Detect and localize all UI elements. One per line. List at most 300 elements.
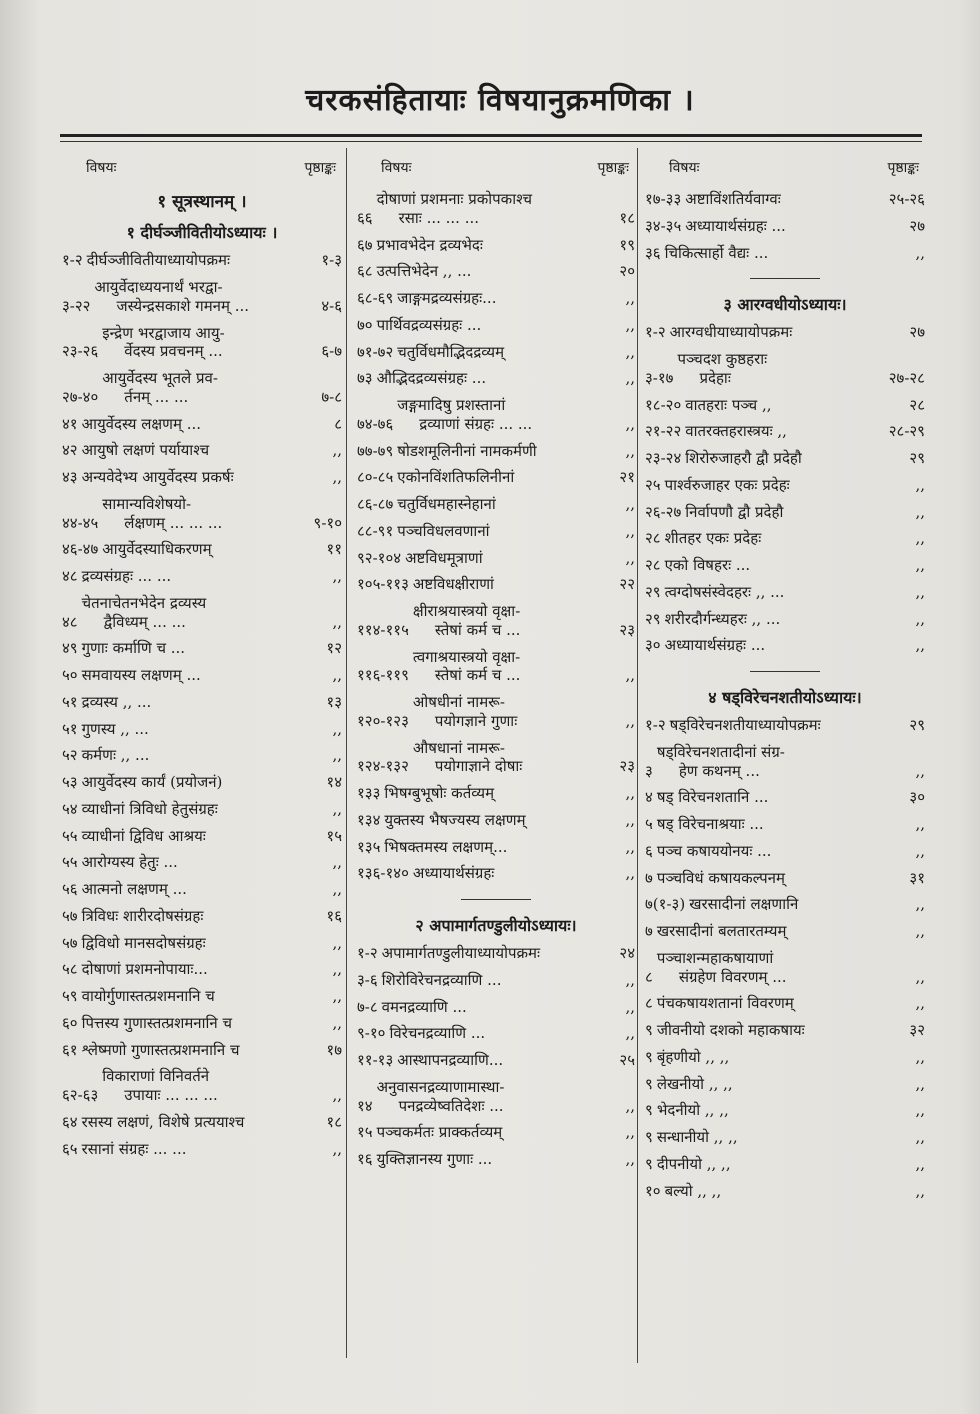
entry-text [657,922,883,941]
entry-text [685,449,883,468]
index-entry [357,365,635,392]
entry-number: १२४-१३२ [357,757,409,776]
index-entry [357,186,635,232]
entry-page: २५ [619,1051,635,1069]
entry-number: ५१ [62,719,78,738]
index-entry [357,1146,635,1173]
entry-title: प्रभावभेदेन द्रव्यभेदः [376,235,483,254]
entry-continuation: जस्येन्द्रसकाशे गमनम् ... [116,296,250,315]
index-entry [62,635,342,662]
entry-continuation: र्वेदस्य प्रवचनम् ... [124,342,223,361]
entry-page: २४ [619,944,635,962]
entry-number: ५५ [62,826,78,845]
entry-text [685,190,883,209]
entry-page: ,, [915,556,925,574]
entry-page: ,, [332,468,342,486]
entry-number: २९ [645,609,661,628]
entry-title: सामान्यविशेषयो- [102,494,192,513]
entry-number: ३६ [645,243,661,262]
entry-page: ,, [915,502,925,521]
entry-page: २७-२८ [888,368,925,387]
entry-title: दोषाणां प्रशमनोपायाः... [81,960,208,979]
entry-page: ,, [625,342,635,361]
entry-text [665,610,883,629]
entry-text [377,1078,593,1116]
entry-text [670,323,883,342]
entry-title: आयुर्वेदस्य भूतले प्रव- [102,369,218,387]
entry-page: ,, [625,289,635,307]
entry-title: बल्यो ,, ,, [664,1181,722,1200]
entry-page: २९ [909,449,925,467]
entry-page: ,, [915,1128,925,1146]
entry-text [82,693,300,712]
entry-page: ,, [915,582,925,601]
entry-page: ,, [915,841,925,860]
index-entry [357,258,635,285]
entry-text [377,236,593,255]
entry-text [397,289,593,308]
entry-title: कर्मणः ,, ... [81,746,150,765]
entry-number: ६० [62,1013,78,1032]
entry-text [397,495,593,514]
entry-number: ३ [645,761,653,780]
entry-number: ११-१३ [357,1051,394,1069]
entry-text [657,1101,883,1120]
entry-page: ,, [915,994,925,1013]
entry-number: ८६-८७ [357,495,394,513]
index-entry [357,1119,635,1146]
entry-number: ८ [645,967,653,986]
entry-number: ७४-७६ [357,414,394,433]
entry-title: शीतहर एकः प्रदेहः [664,529,762,548]
entry-text [82,594,300,632]
entry-title: अष्टविधमूत्राणां [405,548,483,567]
entry-text [657,949,883,987]
entry-text [377,1150,593,1169]
entry-page: २२ [619,575,635,594]
entry-number: २६-२७ [645,502,682,521]
entry-text [657,842,883,861]
entry-text [413,864,593,883]
entry-text [82,567,300,586]
entry-page: ३२ [909,1021,925,1039]
entry-number: ४ [645,788,653,807]
entry-text [389,1024,593,1043]
index-entry [357,1020,635,1047]
entry-number: १५ [357,1123,373,1142]
index-entry [357,571,635,598]
index-entry [645,811,925,838]
entry-title: दोषाणां प्रशमनाः प्रकोपकाश्च [376,190,532,208]
entry-page: ,, [625,441,635,460]
entry-title: रसानां संग्रहः ... ... [81,1139,187,1158]
entry-page: २७ [909,323,925,342]
index-entry [645,418,925,445]
entry-page: ,, [915,922,925,940]
index-entry [62,365,342,411]
subject-header: विषयः [86,160,117,176]
entry-number: ३-६ [357,970,378,989]
entry-text [82,415,300,434]
title-rule-thin [60,141,922,142]
entry-title: अपामार्गतण्डुलीयाध्यायोपक्रमः [381,944,541,962]
entry-title: पित्तस्य गुणास्तत्प्रशमनानि च [81,1013,233,1032]
entry-number: ५१ [62,692,78,711]
entry-title: श्लेष्मणो गुणास्तत्प्रशमनानि च [81,1040,240,1059]
entry-text [82,1041,300,1060]
index-entry [645,579,925,606]
entry-text [665,636,883,655]
entry-continuation: र्तनम् ... ... [124,387,189,406]
entry-number: ४१ [62,414,78,433]
entry-number: ३० [645,636,661,655]
index-entry [62,247,342,274]
entry-page: ११ [326,540,342,559]
index-entry [357,834,635,861]
entry-text [657,994,883,1013]
entry-text [657,1048,883,1067]
entry-page: ,, [332,612,342,631]
entry-number: ५८ [62,960,78,979]
entry-number: ७(१-३) [645,895,686,914]
entry-number: ८०-८५ [357,468,394,487]
entry-title: विरेचनद्रव्याणि ... [389,1024,486,1043]
entry-page: ,, [332,567,342,585]
entry-number: ९ [645,1101,653,1120]
entry-title: आयुर्वेदस्य लक्षणम् ... [81,414,202,433]
entry-number: १०५-११३ [357,575,409,594]
index-entry [62,536,342,563]
entry-title: शरीरदौर्गन्ध्यहरः ,, ... [664,609,781,628]
entry-page: १८ [326,1112,342,1131]
entry-text [82,960,300,979]
index-entry [62,716,342,743]
entry-text [82,907,300,926]
index-entry [645,346,925,392]
entry-list [645,186,925,266]
entry-text [377,190,593,228]
entry-title: पञ्चविधं कषायकल्पनम् [656,868,785,887]
entry-text [685,422,883,441]
column-divider-1 [346,148,347,1358]
index-entry [357,860,635,887]
index-entry [357,438,635,465]
entry-continuation: द्वैविध्यम् ... ... [103,612,186,631]
entry-page: २९ [909,716,925,734]
entry-text [665,244,883,263]
index-entry [62,320,342,366]
entry-number: ७-८ [357,997,378,1016]
chapter-heading: १ दीर्घञ्जीवितीयोऽध्यायः । [126,223,278,243]
entry-number: २३-२४ [645,449,682,467]
entry-text [87,251,300,270]
entry-page: ७-८ [321,387,342,406]
index-entry [357,312,635,339]
index-entry [645,499,925,526]
entry-list [62,247,342,1162]
entry-page: १७ [326,1040,342,1059]
entry-title: अष्टाविंशतिर्यवाग्वः [685,190,781,208]
entry-continuation: हेण कथनम् ... [678,761,760,780]
entry-page: ३० [909,788,925,807]
entry-number: ११४-११५ [357,620,409,639]
entry-title: आयुषो लक्षणं पर्यायाश्च [81,441,210,460]
entry-title: वातरक्तहरास्त्रयः ,, [685,422,787,441]
entry-page: ,, [915,967,925,986]
entry-page: १८ [619,208,635,227]
entry-number: १० [645,1181,661,1200]
entry-title: अष्टविधक्षीराणां [412,575,494,594]
index-entry [645,1124,925,1151]
index-entry [645,1151,925,1178]
entry-page: ,, [915,1154,925,1173]
entry-title: उत्पत्तिभेदेन ,, ... [376,262,472,281]
entry-text [94,278,300,316]
entry-page: ,, [915,815,925,833]
entry-title: समवायस्य लक्षणम् ... [81,666,201,684]
index-entry [645,392,925,419]
entry-title: चिकित्सार्हो वैद्यः ... [664,243,769,262]
entry-number: ६२-६३ [62,1086,99,1104]
entry-title: दीपनीयो ,, ,, [656,1154,731,1173]
index-entry [62,491,342,537]
entry-title: अध्यायार्थसंग्रहः [412,864,495,883]
entry-page: ४-६ [321,296,342,315]
index-entry [645,712,925,739]
index-entry [645,1178,925,1205]
entry-text [82,987,300,1006]
entry-title: पञ्चदश कुष्ठहराः [677,350,768,368]
entry-text [397,343,593,362]
entry-title: त्वग्दोषसंस्वेदहरः ,, ... [664,582,785,601]
entry-title: क्षीराश्रयास्त्रयो वृक्षा- [412,602,521,620]
entry-number: ४३ [62,468,78,486]
entry-page: २३ [619,620,635,639]
entry-continuation: स्तेषां कर्म च ... [434,666,521,685]
entry-text [413,575,593,594]
entry-number: १२०-१२३ [357,711,409,730]
index-entry [645,1097,925,1124]
index-column-1 [62,160,342,1162]
entry-page: ,, [625,666,635,685]
entry-number: ४९ [62,639,78,658]
entry-number: ६७ [357,235,373,254]
entry-page: ३१ [909,868,925,887]
index-entry [62,1063,342,1109]
index-entry [645,918,925,945]
entry-number: ५६ [62,880,78,898]
entry-page: १३ [326,692,342,711]
index-entry [645,891,925,918]
entry-page: ,, [625,997,635,1016]
index-entry [357,598,635,644]
entry-title: भिषक्तमस्य लक्षणम्... [384,837,508,856]
entry-number: ६ [645,841,653,860]
entry-title: पंचकषायशतानां विवरणम् [656,994,794,1013]
entry-list [645,319,925,659]
entry-title: आस्थापनद्रव्याणि... [397,1051,504,1069]
entry-number: ७३ [357,369,373,388]
entry-page: २१ [619,468,635,487]
index-entry [645,186,925,213]
entry-title: पार्थिवद्रव्यसंग्रहः ... [376,315,482,334]
index-entry [62,1010,342,1037]
entry-text [657,1128,883,1147]
entry-continuation: पयोगाज्ञाने दोषाः [434,757,523,776]
entry-number: ५५ [62,853,78,872]
entry-page: ,, [625,1150,635,1168]
entry-text [82,934,300,953]
entry-page: ८ [334,414,342,433]
entry-number: ३४-३५ [645,216,682,235]
entry-number: ८ [645,994,653,1013]
index-entry [645,1017,925,1044]
entry-page: २३ [619,757,635,776]
entry-page: ,, [625,1024,635,1043]
entry-text [665,556,883,575]
entry-number: ५४ [62,799,78,818]
entry-text [677,350,883,388]
entry-text [657,743,883,781]
entry-title: षड्विरेचनशतीयाध्यायोपक्रमः [669,716,821,734]
entry-text [384,784,593,803]
index-entry [357,940,635,967]
entry-number: ७७-७९ [357,441,394,460]
index-entry [645,319,925,346]
entry-title: पार्श्वरुजाहर एकः प्रदेहः [664,475,790,494]
entry-text [413,602,593,640]
index-entry [645,445,925,472]
entry-title: त्रिविधः शारीरदोषसंग्रहः [81,906,204,925]
index-entry [645,213,925,240]
entry-title: व्याधीनां द्विविध आश्रयः [81,826,206,845]
entry-text [82,853,300,872]
entry-number: १३४ [357,810,381,829]
entry-title: रसस्य लक्षणं, विशेषे प्रत्ययाश्च [81,1112,245,1131]
entry-title: खरसादीनां बलतारतम्यम् [656,922,787,940]
entry-title: अध्यायार्थसंग्रहः ... [685,216,786,235]
entry-number: ६८-६९ [357,289,394,307]
entry-continuation: स्तेषां कर्म च ... [434,620,521,639]
index-entry [62,411,342,438]
index-entry [62,464,342,491]
entry-title: आत्मनो लक्षणम् ... [81,880,187,898]
entry-title: विकाराणां विनिवर्तने [102,1067,210,1086]
entry-text [685,217,883,236]
entry-title: एकोनविंशतिफलिनीनां [397,468,515,487]
entry-page: ,, [332,1086,342,1104]
entry-text [657,788,883,807]
entry-number: ४२ [62,441,78,460]
entry-text [665,1182,883,1201]
entry-number: ४६-४७ [62,540,99,559]
entry-text [413,648,593,686]
entry-page: ,, [332,799,342,818]
entry-text [657,1155,883,1174]
entry-page: ,, [915,529,925,548]
entry-title: गुणाः कर्माणि च ... [81,639,186,658]
entry-title: शिरोविरेचनद्रव्याणि ... [381,970,502,989]
entry-number: ८८-९१ [357,521,394,540]
entry-title: आयुर्वेदस्याधिकरणम् [102,540,212,559]
entry-number: ६१ [62,1040,78,1059]
entry-title: द्रव्यस्य ,, ... [81,692,152,711]
entry-number: ४४-४५ [62,513,99,532]
index-entry [645,739,925,785]
column-header [357,160,635,186]
entry-text [82,639,300,658]
index-entry [645,838,925,865]
entry-title: चेतनाचेतनभेदेन द्रव्यस्य [81,593,207,612]
entry-title: जङ्गमादिषु प्रशस्तानां [397,396,506,414]
entry-page: ,, [915,609,925,628]
entry-page: ,, [625,495,635,513]
entry-page: ,, [332,666,342,684]
index-column-3 [645,160,925,1204]
entry-title: युक्तस्य भैषज्यस्य लक्षणम् [384,810,526,829]
entry-number: ४८ [62,567,78,585]
entry-text [665,476,883,495]
entry-number: २५ [645,475,661,494]
entry-text [685,396,883,415]
entry-number: १३६-१४० [357,864,409,883]
entry-title: आरग्वधीयाध्यायोपक्रमः [669,323,793,342]
entry-page: २५-२६ [888,190,925,208]
index-entry [645,865,925,892]
entry-title: ओषधीनां नामरू- [412,693,505,711]
entry-page: ,, [332,1139,342,1158]
chapter-heading: २ अपामार्गतण्डुलीयोऽध्यायः। [415,916,577,935]
entry-number: ५७ [62,933,78,952]
entry-page: ,, [915,243,925,262]
section-heading: १ सूत्रस्थानम् । [157,192,247,212]
entry-page: ६-७ [321,342,342,361]
entry-text [689,895,883,914]
entry-page: ,, [625,315,635,334]
entry-title: पञ्चकर्मतः प्राक्कर्तव्यम् [376,1123,503,1142]
entry-number: २८ [645,556,661,574]
entry-number: ९-१० [357,1024,386,1043]
entry-page: ,, [625,414,635,433]
entry-title: जीवनीयो दशको महाकषायः [656,1021,805,1039]
entry-number: २१-२२ [645,422,682,441]
entry-text [382,971,593,990]
index-entry [357,735,635,781]
index-entry [62,876,342,903]
entry-text [657,1021,883,1040]
index-entry [645,472,925,499]
entry-number: १३५ [357,837,381,856]
entry-page: ,, [332,987,342,1005]
entry-number: ५२ [62,746,78,765]
entry-page: ,, [915,636,925,655]
index-entry [62,930,342,957]
entry-page: ,, [625,864,635,883]
entry-title: पञ्च कषाययोनयः ... [656,841,772,860]
index-entry [357,339,635,366]
entry-text [413,693,593,731]
entry-text [82,800,300,819]
index-entry [62,903,342,930]
entry-text [377,316,593,335]
entry-page: ,, [915,761,925,780]
index-entry [62,769,342,796]
entry-title: वायोर्गुणास्तत्प्रशमनानि च [81,987,215,1005]
entry-page: १९ [619,235,635,254]
index-entry [62,742,342,769]
entry-text [657,1075,883,1094]
column-divider-2 [637,148,638,1363]
